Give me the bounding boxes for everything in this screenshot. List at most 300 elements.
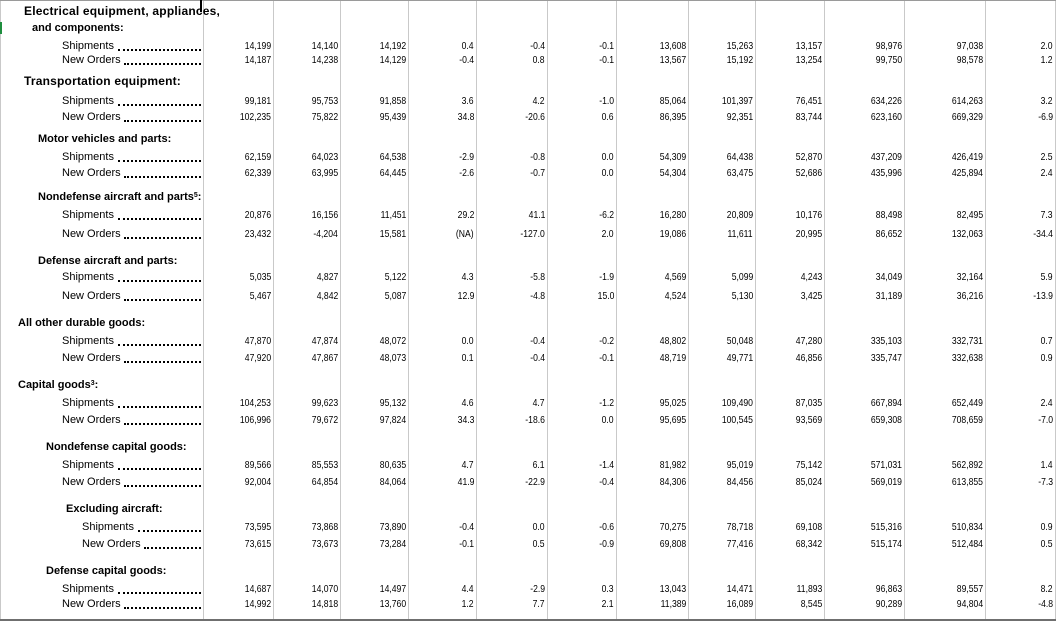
- data-cell[interactable]: 85,024: [795, 476, 822, 488]
- data-cell[interactable]: 4,243: [800, 271, 822, 283]
- data-cell[interactable]: 52,686: [795, 167, 822, 179]
- data-cell[interactable]: -1.4: [599, 459, 614, 471]
- data-cell[interactable]: 13,254: [795, 54, 822, 66]
- data-cell[interactable]: 4.4: [462, 583, 474, 595]
- section-header[interactable]: [24, 5, 220, 18]
- data-cell[interactable]: 95,753: [311, 95, 338, 107]
- data-cell[interactable]: 0.0: [602, 167, 614, 179]
- data-cell[interactable]: 5,122: [384, 271, 406, 283]
- data-cell[interactable]: 98,976: [875, 40, 902, 52]
- data-cell[interactable]: 62,339: [244, 167, 271, 179]
- data-cell[interactable]: 48,802: [659, 335, 686, 347]
- data-cell[interactable]: 15,581: [379, 228, 406, 240]
- data-cell[interactable]: 8.2: [1041, 583, 1053, 595]
- data-cell[interactable]: -0.8: [530, 151, 545, 163]
- data-cell[interactable]: 2.5: [1041, 151, 1053, 163]
- data-cell[interactable]: 14,192: [379, 40, 406, 52]
- data-cell[interactable]: 11,611: [727, 228, 753, 240]
- data-cell[interactable]: 14,129: [379, 54, 406, 66]
- data-cell[interactable]: 91,858: [379, 95, 406, 107]
- data-cell[interactable]: -0.1: [599, 352, 614, 364]
- data-cell[interactable]: 41.1: [528, 209, 545, 221]
- data-cell[interactable]: -0.1: [599, 54, 614, 66]
- data-cell[interactable]: 52,870: [795, 151, 822, 163]
- data-cell[interactable]: 14,140: [311, 40, 338, 52]
- leader-dots: [144, 545, 201, 549]
- leader-dots: [118, 158, 201, 162]
- data-cell[interactable]: 64,438: [726, 151, 753, 163]
- data-cell[interactable]: 73,868: [311, 521, 338, 533]
- section-header-text: Electrical equipment, appliances,: [24, 4, 220, 18]
- data-cell[interactable]: 69,108: [795, 521, 822, 533]
- data-cell[interactable]: -4.8: [1038, 598, 1053, 610]
- data-cell[interactable]: 13,157: [795, 40, 822, 52]
- data-cell[interactable]: 14,992: [244, 598, 271, 610]
- data-cell[interactable]: 613,855: [951, 476, 983, 488]
- data-cell[interactable]: 15,263: [726, 40, 753, 52]
- data-cell[interactable]: -22.9: [525, 476, 545, 488]
- leader-dots: [138, 528, 201, 532]
- data-cell[interactable]: 20,876: [244, 209, 271, 221]
- data-cell[interactable]: 4,569: [664, 271, 686, 283]
- section-header-text: Defense capital goods:: [46, 565, 167, 577]
- data-cell[interactable]: 64,445: [379, 167, 406, 179]
- data-cell[interactable]: 0.9: [1041, 352, 1053, 364]
- data-cell[interactable]: -2.6: [459, 167, 474, 179]
- data-cell[interactable]: 426,419: [951, 151, 983, 163]
- data-cell[interactable]: 1.2: [1041, 54, 1053, 66]
- data-cell[interactable]: 101,397: [721, 95, 753, 107]
- data-cell[interactable]: 73,284: [379, 538, 406, 550]
- data-cell[interactable]: 63,995: [311, 167, 338, 179]
- data-cell[interactable]: 96,863: [875, 583, 902, 595]
- section-header[interactable]: [18, 317, 145, 330]
- data-cell[interactable]: 659,308: [870, 414, 902, 426]
- data-cell[interactable]: 1.2: [462, 598, 474, 610]
- data-cell[interactable]: 2.0: [1041, 40, 1053, 52]
- section-header[interactable]: [38, 255, 177, 268]
- data-cell[interactable]: 0.8: [533, 54, 545, 66]
- data-cell[interactable]: 16,280: [659, 209, 686, 221]
- section-header[interactable]: [18, 379, 98, 392]
- leader-dots: [124, 61, 201, 65]
- data-cell[interactable]: 92,004: [244, 476, 271, 488]
- data-cell[interactable]: -20.6: [525, 111, 545, 123]
- data-cell[interactable]: 2.1: [602, 598, 614, 610]
- section-subheader[interactable]: and components:: [32, 22, 124, 34]
- data-cell[interactable]: 0.9: [1041, 521, 1053, 533]
- data-cell[interactable]: 47,920: [244, 352, 271, 364]
- data-cell[interactable]: 79,672: [311, 414, 338, 426]
- data-cell[interactable]: 3.2: [1041, 95, 1053, 107]
- section-header-text: Capital goods: [18, 379, 91, 391]
- data-cell[interactable]: 623,160: [870, 111, 902, 123]
- data-cell[interactable]: -0.7: [530, 167, 545, 179]
- data-cell[interactable]: 84,456: [726, 476, 753, 488]
- data-cell[interactable]: 86,652: [875, 228, 902, 240]
- data-cell[interactable]: -1.2: [599, 397, 614, 409]
- data-cell[interactable]: 63,475: [726, 167, 753, 179]
- column-gridline: [688, 0, 689, 620]
- data-cell[interactable]: 81,982: [659, 459, 686, 471]
- column-gridline: [408, 0, 409, 620]
- data-cell[interactable]: 4,827: [316, 271, 338, 283]
- data-cell[interactable]: 11,389: [660, 598, 686, 610]
- data-cell[interactable]: 98,578: [956, 54, 983, 66]
- data-cell[interactable]: 14,199: [244, 40, 271, 52]
- leader-dots: [118, 404, 201, 408]
- data-cell[interactable]: 634,226: [870, 95, 902, 107]
- data-cell[interactable]: 34,049: [875, 271, 902, 283]
- data-cell[interactable]: -0.1: [459, 538, 474, 550]
- data-cell[interactable]: 41.9: [457, 476, 474, 488]
- data-cell[interactable]: 47,867: [311, 352, 338, 364]
- data-cell[interactable]: 78,718: [726, 521, 753, 533]
- data-cell[interactable]: 2.0: [602, 228, 614, 240]
- row-label[interactable]: Shipments: [62, 583, 114, 595]
- data-cell[interactable]: 512,484: [951, 538, 983, 550]
- section-header[interactable]: [38, 191, 201, 204]
- data-cell[interactable]: 95,019: [726, 459, 753, 471]
- data-cell[interactable]: 102,235: [239, 111, 271, 123]
- data-cell[interactable]: -0.4: [530, 335, 545, 347]
- data-cell[interactable]: 5,087: [384, 290, 406, 302]
- data-cell[interactable]: 0.1: [462, 352, 474, 364]
- data-cell[interactable]: 48,719: [659, 352, 686, 364]
- data-cell[interactable]: 82,495: [956, 209, 983, 221]
- data-cell[interactable]: 106,996: [239, 414, 271, 426]
- data-cell[interactable]: 46,856: [795, 352, 822, 364]
- data-cell[interactable]: 0.6: [602, 111, 614, 123]
- data-cell[interactable]: 34.8: [457, 111, 474, 123]
- data-cell[interactable]: 669,329: [951, 111, 983, 123]
- data-cell[interactable]: 73,890: [379, 521, 406, 533]
- data-cell[interactable]: 75,822: [311, 111, 338, 123]
- data-cell[interactable]: -34.4: [1033, 228, 1053, 240]
- row-label[interactable]: Shipments: [62, 40, 114, 52]
- section-header-text: Nondefense aircraft and parts: [38, 191, 194, 203]
- row-label[interactable]: Shipments: [62, 95, 114, 107]
- data-cell[interactable]: 667,894: [870, 397, 902, 409]
- data-cell[interactable]: -4.8: [530, 290, 545, 302]
- leader-dots: [124, 483, 201, 487]
- data-cell[interactable]: 99,181: [244, 95, 271, 107]
- data-cell[interactable]: 104,253: [239, 397, 271, 409]
- data-cell[interactable]: 73,673: [311, 538, 338, 550]
- data-cell[interactable]: 84,064: [379, 476, 406, 488]
- data-cell[interactable]: 1.4: [1041, 459, 1053, 471]
- row-label[interactable]: New Orders: [62, 228, 121, 240]
- data-cell[interactable]: 11,893: [796, 583, 822, 595]
- data-cell[interactable]: 99,623: [311, 397, 338, 409]
- row-label[interactable]: New Orders: [82, 538, 141, 550]
- data-cell[interactable]: 64,023: [311, 151, 338, 163]
- data-cell[interactable]: 34.3: [457, 414, 474, 426]
- data-cell[interactable]: 13,760: [379, 598, 406, 610]
- row-label[interactable]: Shipments: [62, 335, 114, 347]
- section-header[interactable]: [46, 565, 166, 578]
- data-cell[interactable]: 515,174: [870, 538, 902, 550]
- data-cell[interactable]: 47,280: [795, 335, 822, 347]
- data-cell[interactable]: -0.4: [459, 54, 474, 66]
- data-cell[interactable]: 95,025: [659, 397, 686, 409]
- data-cell[interactable]: 64,538: [379, 151, 406, 163]
- data-cell[interactable]: 425,894: [951, 167, 983, 179]
- data-cell[interactable]: -0.1: [599, 40, 614, 52]
- data-cell[interactable]: 14,818: [311, 598, 338, 610]
- leader-dots: [124, 174, 201, 178]
- data-cell[interactable]: 13,608: [659, 40, 686, 52]
- data-cell[interactable]: 332,731: [951, 335, 983, 347]
- data-cell[interactable]: -0.6: [599, 521, 614, 533]
- data-cell[interactable]: 54,309: [659, 151, 686, 163]
- data-cell[interactable]: 0.0: [462, 335, 474, 347]
- data-cell[interactable]: -5.8: [530, 271, 545, 283]
- data-cell[interactable]: 332,638: [951, 352, 983, 364]
- data-cell[interactable]: -13.9: [1033, 290, 1053, 302]
- data-cell[interactable]: 437,209: [870, 151, 902, 163]
- data-cell[interactable]: 48,073: [379, 352, 406, 364]
- data-cell[interactable]: 23,432: [244, 228, 271, 240]
- data-cell[interactable]: -0.4: [530, 40, 545, 52]
- data-cell[interactable]: 89,557: [956, 583, 983, 595]
- row-label[interactable]: New Orders: [62, 352, 121, 364]
- row-label[interactable]: Shipments: [82, 521, 134, 533]
- data-cell[interactable]: 32,164: [956, 271, 983, 283]
- data-cell[interactable]: 5,099: [731, 271, 753, 283]
- row-label[interactable]: New Orders: [62, 111, 121, 123]
- data-cell[interactable]: 614,263: [951, 95, 983, 107]
- data-cell[interactable]: 54,304: [659, 167, 686, 179]
- data-cell[interactable]: 89,566: [244, 459, 271, 471]
- data-cell[interactable]: 14,687: [244, 583, 271, 595]
- data-cell[interactable]: 435,996: [870, 167, 902, 179]
- column-gridline: [340, 0, 341, 620]
- data-cell[interactable]: 11,451: [380, 209, 406, 221]
- data-cell[interactable]: 95,439: [379, 111, 406, 123]
- data-cell[interactable]: 2.4: [1041, 167, 1053, 179]
- row-label[interactable]: Shipments: [62, 397, 114, 409]
- data-cell[interactable]: 14,471: [726, 583, 753, 595]
- data-cell[interactable]: 3,425: [800, 290, 822, 302]
- data-cell[interactable]: 73,615: [244, 538, 271, 550]
- data-cell[interactable]: 510,834: [951, 521, 983, 533]
- data-cell[interactable]: 4.6: [462, 397, 474, 409]
- column-gridline: [547, 0, 548, 620]
- data-cell[interactable]: 4,524: [664, 290, 686, 302]
- data-cell[interactable]: 4,842: [316, 290, 338, 302]
- data-cell[interactable]: 86,395: [659, 111, 686, 123]
- leader-dots: [124, 118, 201, 122]
- data-cell[interactable]: 93,569: [795, 414, 822, 426]
- data-cell[interactable]: 95,695: [659, 414, 686, 426]
- data-cell[interactable]: 100,545: [721, 414, 753, 426]
- header-suffix: :: [94, 379, 99, 391]
- section-header[interactable]: [38, 133, 171, 146]
- data-cell[interactable]: 0.0: [602, 414, 614, 426]
- data-cell[interactable]: 0.0: [533, 521, 545, 533]
- data-cell[interactable]: 70,275: [659, 521, 686, 533]
- data-cell[interactable]: 95,132: [379, 397, 406, 409]
- data-cell[interactable]: 0.0: [602, 151, 614, 163]
- data-cell[interactable]: 80,635: [379, 459, 406, 471]
- data-cell[interactable]: -2.9: [459, 151, 474, 163]
- data-cell[interactable]: 49,771: [726, 352, 753, 364]
- data-cell[interactable]: 14,238: [311, 54, 338, 66]
- data-cell[interactable]: 16,089: [726, 598, 753, 610]
- data-cell[interactable]: 19,086: [659, 228, 686, 240]
- data-cell[interactable]: 3.6: [462, 95, 474, 107]
- data-cell[interactable]: -2.9: [530, 583, 545, 595]
- column-gridline: [476, 0, 477, 620]
- data-cell[interactable]: 94,804: [956, 598, 983, 610]
- data-cell[interactable]: 5,467: [249, 290, 271, 302]
- leader-dots: [118, 590, 201, 594]
- header-suffix: :: [197, 191, 202, 203]
- data-cell[interactable]: -7.3: [1038, 476, 1053, 488]
- data-cell[interactable]: 68,342: [795, 538, 822, 550]
- data-cell[interactable]: -1.0: [599, 95, 614, 107]
- data-cell[interactable]: 562,892: [951, 459, 983, 471]
- data-cell[interactable]: 4.3: [462, 271, 474, 283]
- data-cell[interactable]: 14,497: [379, 583, 406, 595]
- data-cell[interactable]: 31,189: [875, 290, 902, 302]
- data-cell[interactable]: 4.2: [533, 95, 545, 107]
- row-label[interactable]: New Orders: [62, 167, 121, 179]
- row-label[interactable]: Shipments: [62, 151, 114, 163]
- data-cell[interactable]: 48,072: [379, 335, 406, 347]
- data-cell[interactable]: 13,567: [659, 54, 686, 66]
- data-cell[interactable]: 87,035: [795, 397, 822, 409]
- data-cell[interactable]: 5,130: [731, 290, 753, 302]
- data-cell[interactable]: -7.0: [1038, 414, 1053, 426]
- data-cell[interactable]: -1.9: [599, 271, 614, 283]
- data-cell[interactable]: 64,854: [311, 476, 338, 488]
- data-cell[interactable]: 20,995: [795, 228, 822, 240]
- section-header-text: Nondefense capital goods:: [46, 441, 187, 453]
- data-cell[interactable]: 36,216: [956, 290, 983, 302]
- data-cell[interactable]: 97,038: [956, 40, 983, 52]
- row-label[interactable]: New Orders: [62, 598, 121, 610]
- data-cell[interactable]: -127.0: [520, 228, 545, 240]
- data-cell[interactable]: 75,142: [795, 459, 822, 471]
- data-cell[interactable]: 16,156: [311, 209, 338, 221]
- data-cell[interactable]: 50,048: [726, 335, 753, 347]
- data-cell[interactable]: 335,103: [870, 335, 902, 347]
- section-header-text: Transportation equipment:: [24, 74, 182, 88]
- data-cell[interactable]: 0.4: [462, 40, 474, 52]
- data-cell[interactable]: 92,351: [726, 111, 753, 123]
- data-cell[interactable]: 0.5: [533, 538, 545, 550]
- column-gridline: [0, 0, 1, 620]
- data-cell[interactable]: 7.7: [533, 598, 545, 610]
- data-cell[interactable]: -0.4: [599, 476, 614, 488]
- data-cell[interactable]: 571,031: [870, 459, 902, 471]
- data-cell[interactable]: 515,316: [870, 521, 902, 533]
- data-cell[interactable]: 29.2: [457, 209, 474, 221]
- data-cell[interactable]: 85,064: [659, 95, 686, 107]
- data-cell[interactable]: 83,744: [795, 111, 822, 123]
- section-header-text: Excluding aircraft:: [66, 503, 163, 515]
- row-label[interactable]: Shipments: [62, 271, 114, 283]
- data-cell[interactable]: 12.9: [457, 290, 474, 302]
- data-cell[interactable]: 14,070: [311, 583, 338, 595]
- data-cell[interactable]: -0.4: [530, 352, 545, 364]
- section-header[interactable]: [66, 503, 163, 516]
- data-cell[interactable]: 569,019: [870, 476, 902, 488]
- data-cell[interactable]: 0.3: [602, 583, 614, 595]
- section-header[interactable]: [24, 75, 181, 88]
- data-cell[interactable]: 69,808: [659, 538, 686, 550]
- data-cell[interactable]: -0.4: [459, 521, 474, 533]
- data-cell[interactable]: 5,035: [249, 271, 271, 283]
- data-cell[interactable]: 8,545: [800, 598, 822, 610]
- data-cell[interactable]: 708,659: [951, 414, 983, 426]
- data-cell[interactable]: 4.7: [462, 459, 474, 471]
- section-header-text: Motor vehicles and parts:: [38, 133, 172, 145]
- row-label[interactable]: New Orders: [62, 290, 121, 302]
- data-cell[interactable]: 14,187: [244, 54, 271, 66]
- data-cell[interactable]: 15.0: [597, 290, 614, 302]
- data-cell[interactable]: 73,595: [244, 521, 271, 533]
- data-cell[interactable]: 85,553: [311, 459, 338, 471]
- column-gridline: [824, 0, 825, 620]
- data-cell[interactable]: 10,176: [795, 209, 822, 221]
- data-cell[interactable]: 77,416: [726, 538, 753, 550]
- data-cell[interactable]: -6.9: [1038, 111, 1053, 123]
- data-cell[interactable]: -18.6: [525, 414, 545, 426]
- data-cell[interactable]: 13,043: [659, 583, 686, 595]
- data-cell[interactable]: 109,490: [721, 397, 753, 409]
- data-cell[interactable]: 90,289: [875, 598, 902, 610]
- data-cell[interactable]: 15,192: [726, 54, 753, 66]
- data-cell[interactable]: 97,824: [379, 414, 406, 426]
- data-cell[interactable]: 62,159: [244, 151, 271, 163]
- data-cell[interactable]: -0.9: [599, 538, 614, 550]
- data-cell[interactable]: 4.7: [533, 397, 545, 409]
- data-cell[interactable]: 2.4: [1041, 397, 1053, 409]
- row-label[interactable]: New Orders: [62, 414, 121, 426]
- data-cell[interactable]: 76,451: [795, 95, 822, 107]
- data-cell[interactable]: -6.2: [599, 209, 614, 221]
- data-cell[interactable]: 0.7: [1041, 335, 1053, 347]
- data-cell[interactable]: 47,874: [311, 335, 338, 347]
- data-cell[interactable]: 0.5: [1041, 538, 1053, 550]
- data-cell[interactable]: 20,809: [726, 209, 753, 221]
- data-cell[interactable]: 84,306: [659, 476, 686, 488]
- section-header[interactable]: [46, 441, 187, 454]
- footnote-marker: 5: [193, 192, 198, 199]
- row-label[interactable]: Shipments: [62, 209, 114, 221]
- data-cell[interactable]: 47,870: [244, 335, 271, 347]
- data-cell[interactable]: 6.1: [533, 459, 545, 471]
- top-border: [0, 0, 1056, 1]
- data-cell[interactable]: 88,498: [875, 209, 902, 221]
- data-cell[interactable]: -4,204: [313, 228, 338, 240]
- data-cell[interactable]: (NA): [456, 228, 474, 240]
- row-label[interactable]: New Orders: [62, 54, 121, 66]
- data-cell[interactable]: -0.2: [599, 335, 614, 347]
- data-cell[interactable]: 7.3: [1041, 209, 1053, 221]
- data-cell[interactable]: 132,063: [951, 228, 983, 240]
- data-cell[interactable]: 99,750: [875, 54, 902, 66]
- data-cell[interactable]: 5.9: [1041, 271, 1053, 283]
- footnote-marker: 3: [90, 380, 95, 387]
- data-cell[interactable]: 335,747: [870, 352, 902, 364]
- row-label[interactable]: New Orders: [62, 476, 121, 488]
- data-cell[interactable]: 652,449: [951, 397, 983, 409]
- row-label[interactable]: Shipments: [62, 459, 114, 471]
